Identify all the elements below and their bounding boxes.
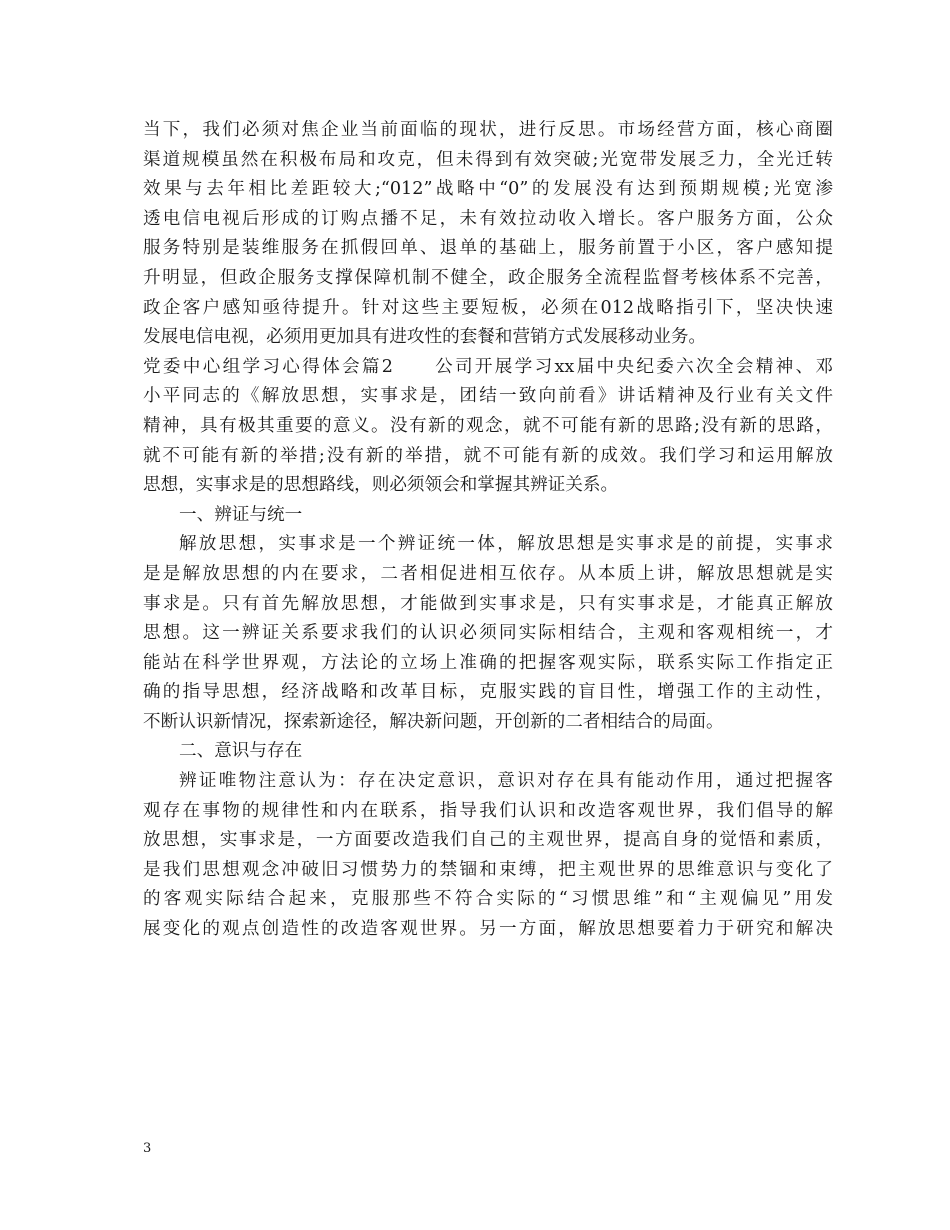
text-line: 思想。这一辨证关系要求我们的认识必须同实际相结合，主观和客观相统一，才 (143, 623, 833, 644)
text-line: 是我们思想观念冲破旧习惯势力的禁锢和束缚，把主观世界的思维意识与变化了 (143, 859, 833, 880)
text-line: 透电信电视后形成的订购点播不足，未有效拉动收入增长。客户服务方面，公众 (143, 208, 833, 229)
text-line: 不断认识新情况，探索新途径，解决新问题，开创新的二者相结合的局面。 (143, 711, 724, 732)
text-line: 辨证唯物注意认为：存在决定意识，意识对存在具有能动作用，通过把握客 (179, 771, 833, 792)
text-line: 效果与去年相比差距较大;“012”战略中“0”的发展没有达到预期规模;光宽渗 (143, 179, 833, 200)
text-line: 小平同志的《解放思想，实事求是，团结一致向前看》讲话精神及行业有关文件 (143, 386, 833, 407)
text-line: 观存在事物的规律性和内在联系，指导我们认识和改造客观世界，我们倡导的解 (143, 800, 833, 821)
text-line: 就不可能有新的举措;没有新的举措，就不可能有新的成效。我们学习和运用解放 (143, 445, 833, 466)
text-line: 是是解放思想的内在要求，二者相促进相互依存。从本质上讲，解放思想就是实 (143, 563, 833, 584)
text-line: 精神，具有极其重要的意义。没有新的观念，就不可能有新的思路;没有新的思路， (143, 415, 833, 436)
text-line: 的客观实际结合起来，克服那些不符合实际的“习惯思维”和“主观偏见”用发 (143, 889, 833, 910)
text-line: 展变化的观点创造性的改造客观世界。另一方面，解放思想要着力于研究和解决 (143, 919, 833, 940)
text-line: 放思想，实事求是，一方面要改造我们自己的主观世界，提高自身的觉悟和素质， (143, 830, 833, 851)
text-line: 能站在科学世界观，方法论的立场上准确的把握客观实际，联系实际工作指定正 (143, 652, 833, 673)
section-heading: 二、意识与存在 (179, 741, 303, 762)
text-line: 事求是。只有首先解放思想，才能做到实事求是，只有实事求是，才能真正解放 (143, 593, 833, 614)
page-number: 3 (143, 1141, 152, 1156)
text-line: 渠道规模虽然在积极布局和攻克，但未得到有效突破;光宽带发展乏力，全光迁转 (143, 149, 833, 170)
section-heading: 一、辨证与统一 (179, 504, 303, 525)
text-line: 政企客户感知亟待提升。针对这些主要短板，必须在012战略指引下，坚决快速 (143, 297, 833, 318)
text-line: 服务特别是装维服务在抓假回单、退单的基础上，服务前置于小区，客户感知提 (143, 238, 833, 259)
text-line: 党委中心组学习心得体会篇2 公司开展学习xx届中央纪委六次全会精神、邓 (143, 356, 833, 377)
text-line: 确的指导思想，经济战略和改革目标，克服实践的盲目性，增强工作的主动性， (143, 682, 833, 703)
text-line: 当下，我们必须对焦企业当前面临的现状，进行反思。市场经营方面，核心商圈 (143, 120, 833, 140)
text-line: 发展电信电视，必须用更加具有进攻性的套餐和营销方式发展移动业务。 (143, 327, 707, 348)
text-line: 思想，实事求是的思想路线，则必须领会和掌握其辨证关系。 (143, 475, 619, 496)
body-text (143, 116, 833, 945)
text-line: 升明显，但政企服务支撑保障机制不健全，政企服务全流程监督考核体系不完善， (143, 267, 833, 288)
text-line: 解放思想，实事求是一个辨证统一体，解放思想是实事求是的前提，实事求 (179, 534, 833, 555)
